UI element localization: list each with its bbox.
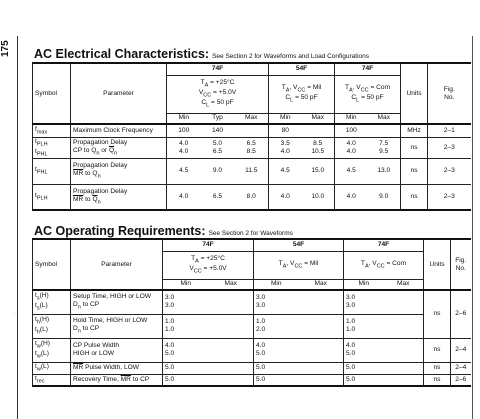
- value-cell: 4.0: [269, 184, 302, 210]
- header-54f: 54F: [269, 63, 335, 75]
- value-cell: 1.0 2.0: [254, 314, 299, 338]
- value-cell: 9.0: [379, 192, 389, 200]
- value-cell: 4.0 5.0: [344, 338, 384, 362]
- value-cell: 8.5 10.5: [311, 139, 325, 155]
- table-row: [33, 158, 471, 184]
- parameter-cell: Setup Time, HIGH or LOW $D_n$ to CP: [71, 290, 163, 314]
- symbol-cell: $t_{PLH}$ $t_{PHL}$: [33, 137, 71, 158]
- symbol-cell: $t_w(L)$: [33, 362, 71, 374]
- value-cell: 4.0: [167, 184, 201, 210]
- fig-cell: 2–3: [428, 158, 471, 184]
- symbol-cell: $t_{PLH}$: [33, 184, 71, 210]
- max-label: Max: [245, 114, 258, 122]
- value-cell: [302, 124, 335, 137]
- ac-operating-table: [32, 238, 471, 387]
- value-cell: 3.5 4.0: [269, 137, 302, 158]
- fig-cell: 2–1: [428, 124, 471, 137]
- header-54f: 54F: [254, 239, 344, 251]
- value-cell: 8.0: [246, 192, 256, 200]
- value-cell: 5.0: [163, 374, 209, 386]
- fig-cell: 2–6: [451, 290, 471, 338]
- header-74f: 74F: [163, 239, 254, 251]
- min-label: Min: [269, 113, 302, 124]
- value-cell: 140: [211, 126, 223, 134]
- parameter-cell: Hold Time, HIGH or LOW $D_n$ to CP: [71, 314, 163, 338]
- max-label: Max: [314, 280, 327, 288]
- parameter-cell: Propagation Delay CP to $Q_n$ or $\overline{Q}_n$: [71, 137, 167, 158]
- parameter-cell: Maximum Clock Frequency: [71, 124, 167, 137]
- header-parameter: Parameter: [71, 239, 163, 290]
- value-cell: 10.0: [311, 192, 325, 200]
- fig-cell: 2–3: [428, 137, 471, 158]
- table-row: [33, 374, 471, 386]
- cond-74f-com: $T_A$, $V_{CC}$ = Com: [344, 251, 424, 279]
- value-cell: 4.0 5.0: [254, 338, 299, 362]
- value-cell: 6.5 8.5: [246, 139, 256, 155]
- min-label: Min: [167, 113, 201, 124]
- header-parameter: Parameter: [71, 63, 167, 124]
- page-number: 175: [0, 40, 11, 58]
- symbol-cell: $t_s(H)$ $t_s(L)$: [33, 290, 71, 314]
- value-cell: 7.5 9.5: [379, 139, 389, 155]
- units-cell: ns: [401, 184, 428, 210]
- min-label: Min: [344, 279, 384, 290]
- units-cell: ns: [424, 362, 451, 374]
- ac-electrical-heading: [34, 45, 369, 63]
- parameter-cell: Recovery Time, $\overline{MR}$ to CP: [71, 374, 163, 386]
- fig-cell: 2–6: [451, 374, 471, 386]
- value-cell: 5.0 6.5: [212, 139, 223, 155]
- min-label: Min: [163, 279, 209, 290]
- ac-electrical-table: [32, 62, 471, 211]
- left-margin-rule: [17, 36, 18, 419]
- value-cell: 4.5: [335, 158, 368, 184]
- units-cell: ns: [424, 290, 451, 338]
- value-cell: [235, 124, 269, 137]
- value-cell: 1.0 1.0: [344, 314, 384, 338]
- table-row: [33, 124, 471, 137]
- header-symbol: Symbol: [33, 63, 71, 124]
- value-cell: 9.0: [212, 167, 223, 175]
- value-cell: 4.0 5.0: [163, 338, 209, 362]
- value-cell: 1.0 1.0: [163, 314, 209, 338]
- units-cell: ns: [401, 158, 428, 184]
- cond-74f: $T_A = +25^\circ C$ $V_{CC} = +5.0V$ $C_L = 50$ pF: [167, 75, 269, 113]
- section-title: AC Operating Requirements:: [34, 224, 206, 238]
- parameter-cell: Propagation Delay $\overline{MR}$ to $Q_n$: [71, 158, 167, 184]
- value-cell: 5.0: [254, 374, 299, 386]
- table-row: [33, 314, 471, 338]
- value-cell: 3.0 3.0: [254, 290, 299, 314]
- value-cell: 11.5: [245, 167, 258, 175]
- value-cell: 100: [167, 124, 201, 137]
- value-cell: 4.0 4.0: [167, 137, 201, 158]
- table-row: [33, 184, 471, 210]
- value-cell: 80: [269, 124, 302, 137]
- value-cell: 4.0: [335, 184, 368, 210]
- fig-cell: 2–4: [451, 338, 471, 362]
- value-cell: 4.0 4.0: [335, 137, 368, 158]
- header-74f-com: 74F: [344, 239, 424, 251]
- max-label: Max: [311, 114, 324, 122]
- value-cell: 100: [335, 124, 368, 137]
- header-74f-com: 74F: [335, 63, 401, 75]
- value-cell: 5.0: [344, 374, 384, 386]
- units-cell: MHz: [401, 124, 428, 137]
- units-cell: ns: [424, 374, 451, 386]
- cond-54f: $T_A$, $V_{CC}$ = Mil: [254, 251, 344, 279]
- header-units: Units: [401, 63, 428, 124]
- value-cell: 15.0: [311, 167, 325, 175]
- symbol-cell: $t_{rec}$: [33, 374, 71, 386]
- min-label: Min: [254, 279, 299, 290]
- value-cell: [368, 124, 401, 137]
- typ-label: Typ: [212, 114, 223, 122]
- value-cell: 4.5: [269, 158, 302, 184]
- symbol-cell: $t_{PHL}$: [33, 158, 71, 184]
- max-label: Max: [377, 114, 390, 122]
- max-label: Max: [224, 280, 237, 288]
- fig-cell: 2–3: [428, 184, 471, 210]
- cond-74f-com: $T_A$, $V_{CC}$ = Com $C_L = 50$ pF: [335, 75, 401, 113]
- header-74f: 74F: [167, 63, 269, 75]
- header-units: Units: [424, 239, 451, 290]
- symbol-cell: $f_{max}$: [33, 124, 71, 137]
- min-label: Min: [335, 113, 368, 124]
- header-symbol: Symbol: [33, 239, 71, 290]
- fig-cell: 2–4: [451, 362, 471, 374]
- symbol-cell: $t_h(H)$ $t_h(L)$: [33, 314, 71, 338]
- value-cell: 5.0: [163, 362, 209, 374]
- header-fig: Fig. No.: [451, 239, 471, 290]
- section-note: See Section 2 for Waveforms and Load Configurations: [212, 53, 370, 60]
- units-cell: ns: [424, 338, 451, 362]
- value-cell: 4.5: [167, 158, 201, 184]
- symbol-cell: $t_w(H)$ $t_w(L)$: [33, 338, 71, 362]
- table-row: [33, 137, 471, 158]
- header-fig: Fig. No.: [428, 63, 471, 124]
- right-margin-rule: [472, 36, 473, 419]
- table-row: [33, 362, 471, 374]
- table-row: [33, 290, 471, 314]
- section-note: See Section 2 for Waveforms: [208, 230, 293, 237]
- cond-54f: $T_A$, $V_{CC}$ = Mil $C_L = 50$ pF: [269, 75, 335, 113]
- value-cell: 3.0 3.0: [344, 290, 384, 314]
- units-cell: ns: [401, 137, 428, 158]
- section-title: AC Electrical Characteristics:: [34, 47, 210, 61]
- value-cell: 5.0: [344, 362, 384, 374]
- value-cell: 5.0: [254, 362, 299, 374]
- value-cell: 6.5: [212, 192, 223, 200]
- margin-mark: ·: [13, 311, 15, 317]
- table-row: [33, 338, 471, 362]
- cond-74f: $T_A = +25^\circ C$ $V_{CC} = +5.0V$: [163, 251, 254, 279]
- value-cell: 13.0: [377, 167, 391, 175]
- parameter-cell: Propagation Delay $\overline{MR}$ to $\overline{Q}_n$: [71, 184, 167, 210]
- parameter-cell: $\overline{MR}$ Pulse Width, LOW: [71, 362, 163, 374]
- max-label: Max: [397, 280, 410, 288]
- value-cell: 3.0 3.0: [163, 290, 209, 314]
- parameter-cell: CP Pulse Width HIGH or LOW: [71, 338, 163, 362]
